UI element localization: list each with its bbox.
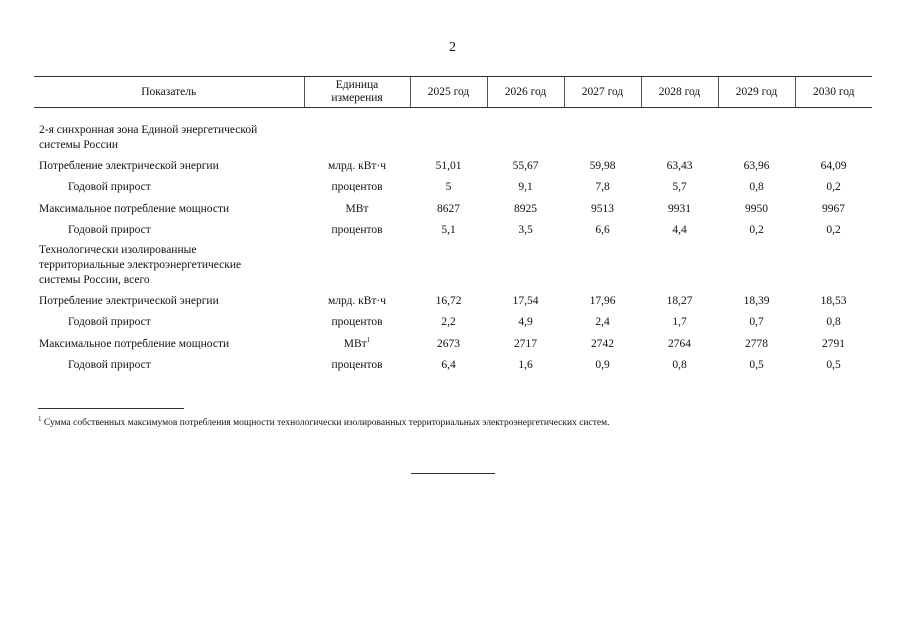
cell-value: 2764 (668, 337, 691, 350)
cell-value: 18,27 (666, 294, 693, 307)
cell-value: 1,6 (518, 359, 533, 372)
header-unit-line2: измерения (331, 92, 383, 104)
row-unit: процентов (331, 359, 383, 372)
section-title-row (34, 241, 872, 290)
cell-value: 16,72 (435, 294, 462, 307)
cell-value: 63,96 (743, 159, 770, 172)
cell-value: 18,39 (743, 294, 770, 307)
header-year: 2028 год (641, 77, 718, 108)
footnote (38, 414, 610, 428)
cell-value: 0,2 (826, 224, 841, 237)
row-label: Потребление электрической энергии (39, 294, 219, 307)
cell-value: 0,8 (749, 181, 764, 194)
cell-value: 5,1 (441, 224, 456, 237)
row-label: Потребление электрической энергии (39, 159, 219, 172)
header-indicator: Показатель (34, 77, 304, 108)
footnote-marker: 1 (38, 414, 42, 423)
cell-value: 9950 (745, 202, 768, 215)
row-label: Максимальное потребление мощности (39, 337, 230, 350)
table-row (34, 333, 872, 355)
row-unit: млрд. кВт·ч (327, 294, 387, 307)
cell-value: 2717 (514, 337, 537, 350)
cell-value: 4,4 (672, 224, 687, 237)
cell-value: 0,9 (595, 359, 610, 372)
row-unit: МВт$^1$ (343, 335, 371, 350)
cell-value: 63,43 (666, 159, 693, 172)
cell-value: 0,2 (749, 224, 764, 237)
cell-value: 5,7 (672, 181, 687, 194)
cell-value: 3,5 (518, 224, 533, 237)
table-row (34, 290, 872, 312)
header-unit-line1: Единица (335, 79, 379, 91)
table-row (34, 177, 872, 199)
cell-value: 9,1 (518, 181, 533, 194)
page-number: 2 (449, 40, 456, 55)
cell-value: 2742 (591, 337, 614, 350)
cell-value: 9967 (822, 202, 845, 215)
cell-value: 0,7 (749, 316, 764, 329)
row-label: Годовой прирост (68, 224, 151, 237)
row-unit: процентов (331, 316, 383, 329)
cell-value: 6,4 (441, 359, 456, 372)
cell-value: 2778 (745, 337, 768, 350)
section-title: Технологически изолированные территориальные электроэнергетические системы России, всего (39, 244, 242, 286)
cell-value: 2673 (437, 337, 460, 350)
cell-value: 8627 (437, 202, 460, 215)
cell-value: 0,5 (826, 359, 841, 372)
cell-value: 55,67 (512, 159, 539, 172)
cell-value: 2,2 (441, 316, 456, 329)
footnote-text: Сумма собственных максимумов потребления мощности технологически изолированных территориальных электроэнергетических систем. (41, 418, 610, 428)
header-year: 2029 год (718, 77, 795, 108)
footnote-divider (38, 408, 184, 409)
cell-value: 0,5 (749, 359, 764, 372)
cell-value: 51,01 (435, 159, 462, 172)
row-label: Максимальное потребление мощности (39, 202, 230, 215)
table-row (34, 155, 872, 177)
row-label: Годовой прирост (68, 181, 151, 194)
cell-value: 64,09 (820, 159, 847, 172)
cell-value: 7,8 (595, 181, 610, 194)
table-row (34, 312, 872, 334)
cell-value: 9513 (591, 202, 614, 215)
cell-value: 59,98 (589, 159, 616, 172)
header-year: 2025 год (410, 77, 487, 108)
section-title-row (34, 121, 872, 155)
cell-value: 17,54 (512, 294, 539, 307)
row-unit: млрд. кВт·ч (327, 159, 387, 172)
row-label: Годовой прирост (68, 359, 151, 372)
row-unit: процентов (331, 224, 383, 237)
cell-value: 9931 (668, 202, 691, 215)
table-row (34, 198, 872, 220)
cell-value: 18,53 (820, 294, 847, 307)
header-year: 2027 год (564, 77, 641, 108)
table-header-row (34, 77, 872, 108)
row-unit: МВт (345, 202, 369, 215)
cell-value: 2791 (822, 337, 845, 350)
header-year: 2030 год (795, 77, 872, 108)
header-year: 2026 год (487, 77, 564, 108)
cell-value: 8925 (514, 202, 537, 215)
cell-value: 1,7 (672, 316, 687, 329)
section-title: 2-я синхронная зона Единой энергетической системы России (39, 124, 258, 151)
row-unit: процентов (331, 181, 383, 194)
cell-value: 0,8 (672, 359, 687, 372)
cell-value: 6,6 (595, 224, 610, 237)
header-unit (304, 77, 410, 108)
cell-value: 0,2 (826, 181, 841, 194)
cell-value: 4,9 (518, 316, 533, 329)
cell-value: 0,8 (826, 316, 841, 329)
table-row (34, 220, 872, 242)
table-row (34, 355, 872, 377)
forecast-table (34, 76, 872, 376)
cell-value: 17,96 (589, 294, 616, 307)
end-divider (411, 473, 495, 474)
cell-value: 2,4 (595, 316, 610, 329)
footnote-ref: 1 (366, 335, 371, 344)
row-label: Годовой прирост (68, 316, 151, 329)
cell-value: 5 (445, 181, 452, 194)
